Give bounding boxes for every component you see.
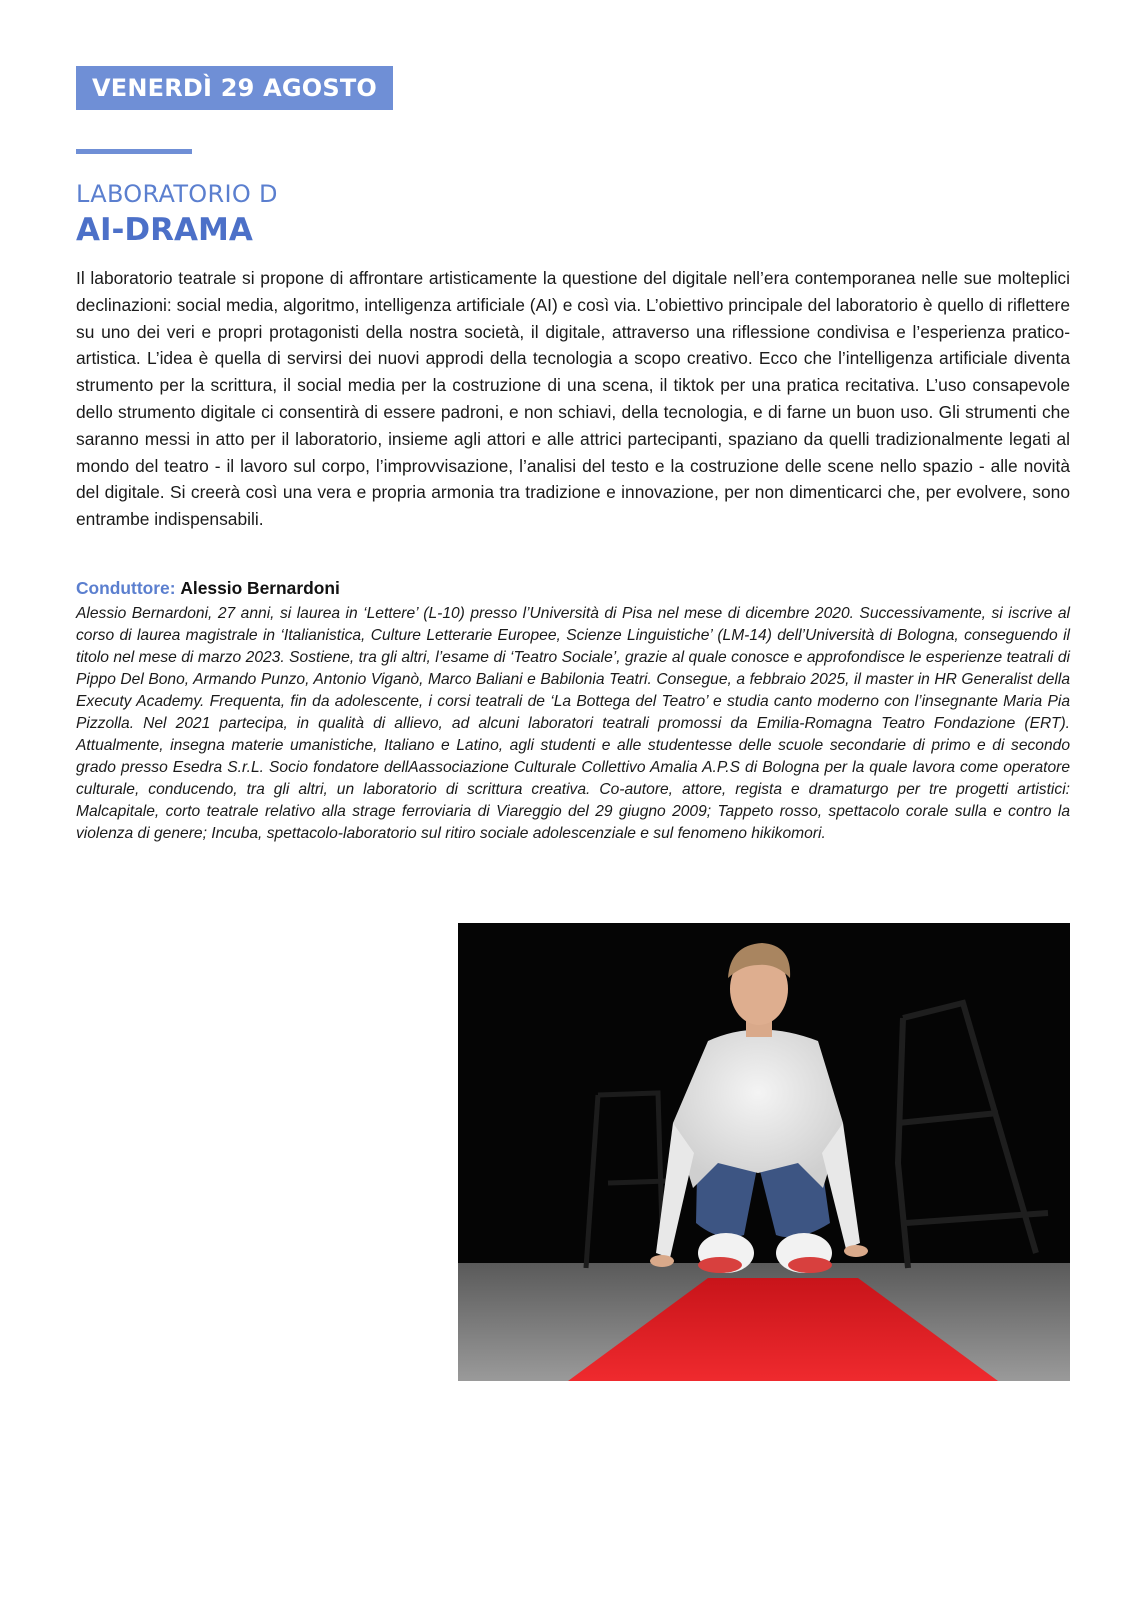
conductor-line xyxy=(76,578,340,599)
conductor-label: Conduttore: xyxy=(76,578,176,598)
lab-kicker: LABORATORIO D xyxy=(76,180,278,208)
section-divider xyxy=(76,149,192,154)
conductor-photo xyxy=(458,923,1070,1381)
conductor-bio: Alessio Bernardoni, 27 anni, si laurea in ‘Lettere’ (L-10) presso l’Università di Pisa nel mese di dicembre 2020. Successivamente, si iscrive al corso di laurea magistrale in ‘Italianistica, Culture Letterarie Europee, Scienze Linguistiche’ (LM-14) dell’Università di Bologna, conseguendo il titolo nel mese di marzo 2023. Sostiene, tra gli altri, l’esame di ‘Teatro Sociale’, grazie al quale conosce e approfondisce le esperienze teatrali di Pippo Del Bono, Armando Punzo, Antonio Viganò, Marco Baliani e Babilonia Teatri. Consegue, a febbraio 2025, il master in HR Generalist della Executy Academy. Frequenta, fin da adolescente, i corsi teatrali de ‘La Bottega del Teatro’ e studia canto moderno con l’insegnante Maria Pia Pizzolla. Nel 2021 partecipa, in qualità di allievo, ad alcuni laboratori teatrali promossi da Emilia-Romagna Teatro Fondazione (ERT). Attualmente, insegna materie umanistiche, Italiano e Latino, agli studenti e alle studentesse delle scuole secondarie di primo e di secondo grado presso Esedra S.r.L. Socio fondatore dellAassociazione Culturale Collettivo Amalia A.P.S di Bologna per la quale lavora come operatore culturale, conducendo, tra gli altri, un laboratorio di scrittura creativa. Co-autore, attore, regista e dramaturgo per tre progetti artistici: Malcapitale, corto teatrale relativo alla strage ferroviaria di Viareggio del 29 giugno 2009; Tappeto rosso, spettacolo corale sulla e contro la violenza di genere; Incuba, spettacolo-laboratorio sul ritiro sociale adolescenziale e sul fenomeno hikikomori. xyxy=(76,605,1070,842)
conductor-name: Alessio Bernardoni xyxy=(180,578,340,598)
date-badge: VENERDÌ 29 AGOSTO xyxy=(76,66,393,110)
lab-title: AI-DRAMA xyxy=(76,212,253,248)
photo-illustration xyxy=(458,923,1070,1381)
lab-description: Il laboratorio teatrale si propone di affrontare artisticamente la questione del digitale nell’era contemporanea nelle sue molteplici declinazioni: social media, algoritmo, intelligenza artificiale (AI) e così via. L’obiettivo principale del laboratorio è quello di riflettere su uno dei veri e propri protagonisti della nostra società, il digitale, attraverso una riflessione condivisa e l’esperienza pratico-artistica. L’idea è quella di servirsi dei nuovi approdi della tecnologia a scopo creativo. Ecco che l’intelligenza artificiale diventa strumento per la scrittura, il social media per la costruzione di una scena, il tiktok per una pratica recitativa. L’uso consapevole dello strumento digitale ci consentirà di essere padroni, e non schiavi, della tecnologia, e di farne un buon uso. Gli strumenti che saranno messi in atto per il laboratorio, insieme agli attori e alle attrici partecipanti, spaziano da quelli tradizionalmente legati al mondo del teatro - il lavoro sul corpo, l’improvvisazione, l’analisi del testo e la costruzione delle scene nello spazio - alle novità del digitale. Si creerà così una vera e propria armonia tra tradizione e innovazione, per non dimenticarci che, per evolvere, sono entrambe indispensabili. xyxy=(76,268,1070,530)
